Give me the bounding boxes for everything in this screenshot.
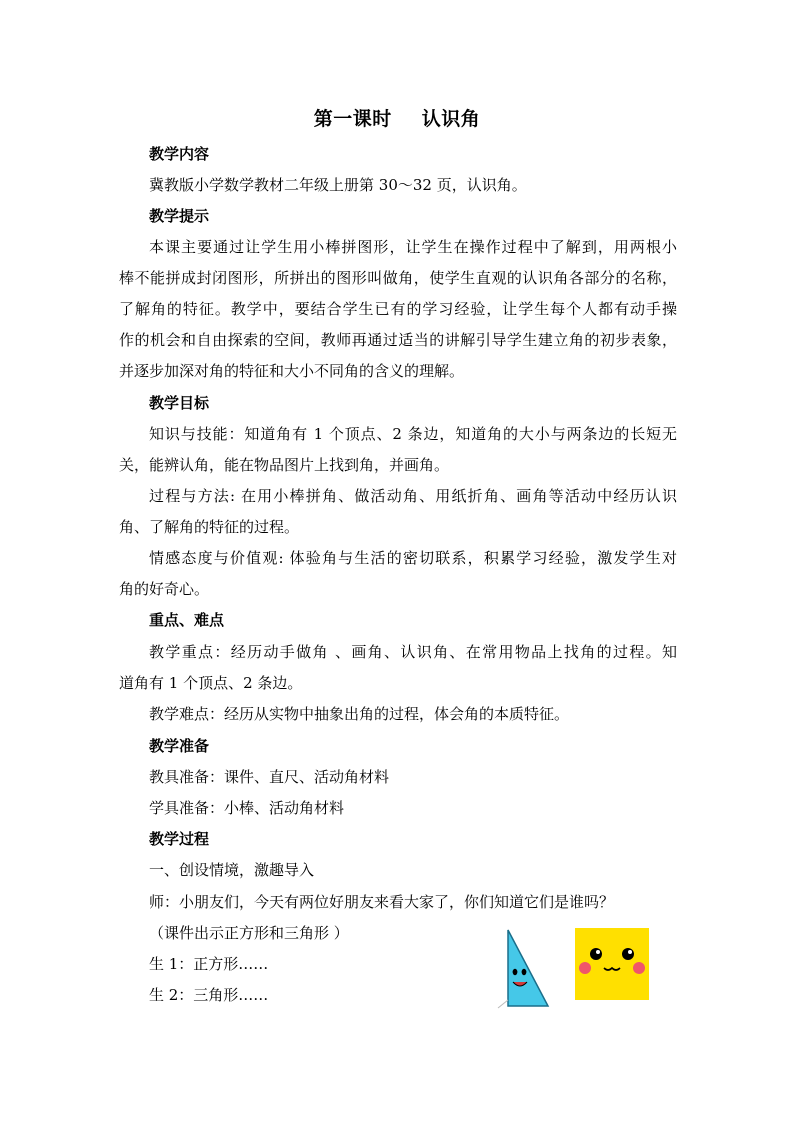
tips-line-2: 棒不能拼成封闭图形，所拼出的图形叫做角，使学生直观的认识角各部分的名称，: [119, 269, 677, 287]
heading-content: 教学内容: [149, 145, 210, 163]
goal1-line-2: 关，能辨认角，能在物品图片上找到角，并画角。: [119, 456, 450, 474]
goal3-line-1: 情感态度与价值观: 体验角与生活的密切联系，积累学习经验，激发学生对: [149, 549, 677, 567]
key-line-2: 道角有 1 个顶点、2 条边。: [119, 674, 303, 692]
heading-tips: 教学提示: [149, 207, 210, 225]
teacher-prep: 教具准备：课件、直尺、活动角材料: [149, 768, 390, 786]
student-1-answer: 生 1：正方形……: [149, 955, 269, 973]
heading-goals: 教学目标: [149, 394, 210, 412]
student-2-answer: 生 2：三角形……: [149, 986, 269, 1004]
smiling-square-icon: [575, 928, 649, 1000]
goal3-line-2: 角的好奇心。: [119, 580, 210, 598]
heading-keypoints: 重点、难点: [149, 611, 225, 629]
smiling-triangle-icon: [494, 926, 554, 1012]
tips-line-4: 作的机会和自由探索的空间，教师再通过适当的讲解引导学生建立角的初步表象，: [119, 331, 677, 349]
goal2-line-1: 过程与方法: 在用小棒拼角、做活动角、用纸折角、画角等活动中经历认识: [149, 487, 677, 505]
courseware-note: （课件出示正方形和三角形 ）: [149, 924, 349, 942]
title-topic: 认识角: [421, 108, 481, 130]
difficulty-line: 教学难点：经历从实物中抽象出角的过程，体会角的本质特征。: [149, 705, 570, 723]
tips-line-3: 了解角的特征。教学中，要结合学生已有的学习经验，让学生每个人都有动手操: [119, 300, 677, 318]
tips-line-1: 本课主要通过让学生用小棒拼图形，让学生在操作过程中了解到，用两根小: [149, 238, 677, 256]
content-text: 冀教版小学数学教材二年级上册第 30～32 页，认识角。: [149, 176, 527, 194]
student-prep: 学具准备：小棒、活动角材料: [149, 799, 345, 817]
heading-process: 教学过程: [149, 830, 210, 848]
dialog-teacher: 师：小朋友们，今天有两位好朋友来看大家了，你们知道它们是谁吗？: [149, 893, 615, 911]
key-line-1: 教学重点：经历动手做角 、画角、认识角、在常用物品上找角的过程。知: [149, 643, 677, 661]
tips-line-5: 并逐步加深对角的特征和大小不同角的含义的理解。: [119, 362, 465, 380]
goal2-line-2: 角、了解角的特征的过程。: [119, 518, 300, 536]
goal1-line-1: 知识与技能：知道角有 1 个顶点、2 条边，知道角的大小与两条边的长短无: [149, 425, 677, 443]
page-title: [0, 104, 794, 131]
title-lesson: 第一课时: [313, 108, 392, 130]
heading-prep: 教学准备: [149, 737, 210, 755]
step-1: 一、创设情境，激趣导入: [149, 861, 315, 879]
